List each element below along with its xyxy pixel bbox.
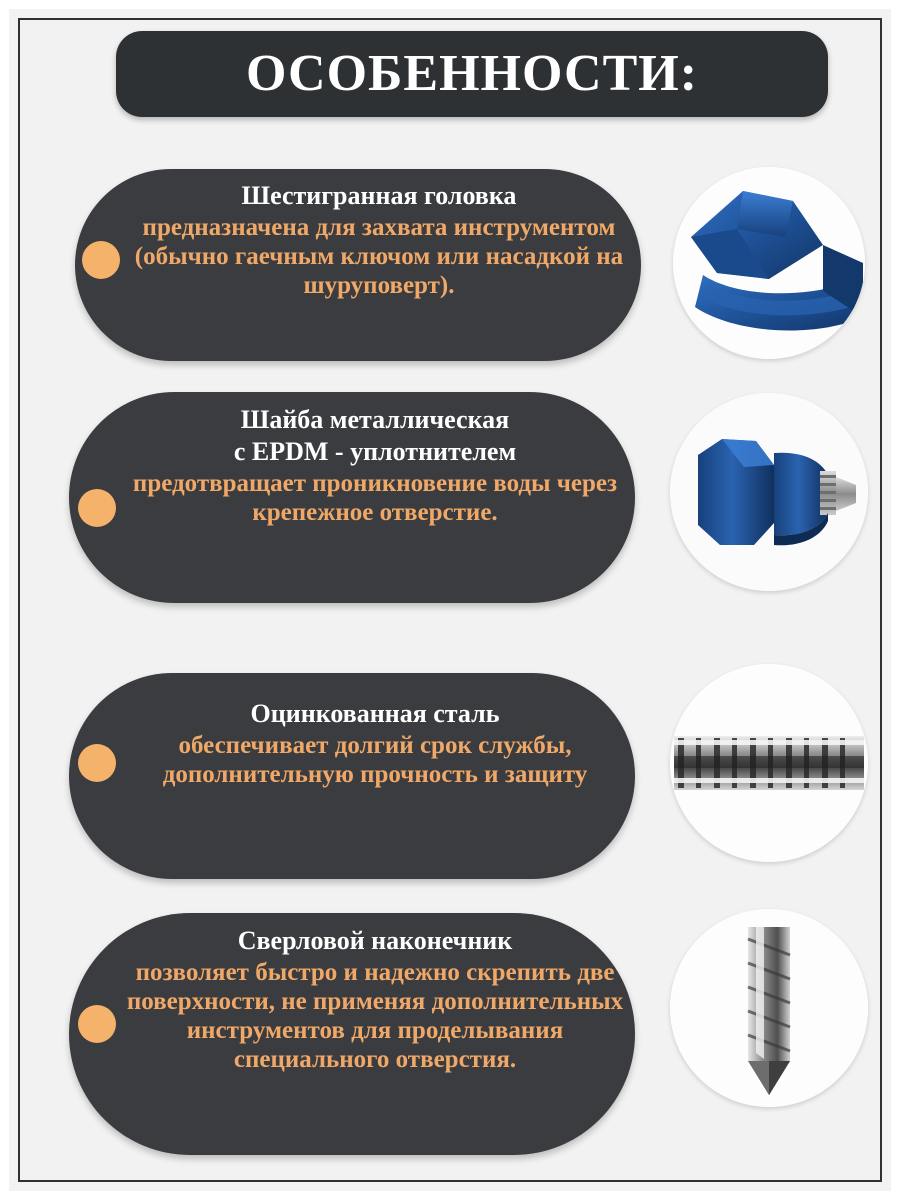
feature-body-4: позволяет быстро и надежно скрепить две поверхности, не применяя дополнительных инструментов для проделывания специального отверстия. [126, 959, 624, 1074]
hex-head-photo [673, 167, 865, 359]
bullet-icon-1 [82, 241, 120, 279]
feature-text-2 [125, 405, 625, 527]
page-title-pill [116, 31, 828, 117]
bullet-icon-4 [78, 1005, 116, 1043]
feature-heading-2-line2: с EPDM - уплотнителем [233, 437, 517, 467]
feature-heading-1: Шестигранная головка [241, 181, 517, 210]
epdm-washer-photo [670, 393, 868, 591]
feature-heading-4: Сверловой наконечник [237, 926, 513, 955]
page-title: ОСОБЕННОСТИ: [245, 45, 699, 102]
bullet-icon-2 [78, 489, 116, 527]
feature-text-3 [125, 699, 625, 789]
bullet-icon-3 [78, 744, 116, 782]
feature-text-4 [117, 926, 633, 1074]
feature-text-1 [129, 181, 629, 300]
feature-heading-2-line1: Шайба металлическая [240, 405, 510, 434]
feature-body-1: предназначена для захвата инструментом (обычно гаечным ключом или насадкой на шуруповерт). [134, 214, 624, 300]
drill-tip-photo [670, 909, 868, 1107]
galvanized-steel-photo [670, 664, 868, 862]
feature-heading-3: Оцинкованная сталь [250, 699, 500, 728]
feature-body-2: предотвращает проникновение воды через крепежное отверстие. [132, 470, 618, 527]
feature-body-3: обеспечивает долгий срок службы, дополнительную прочность и защиту [162, 732, 588, 789]
